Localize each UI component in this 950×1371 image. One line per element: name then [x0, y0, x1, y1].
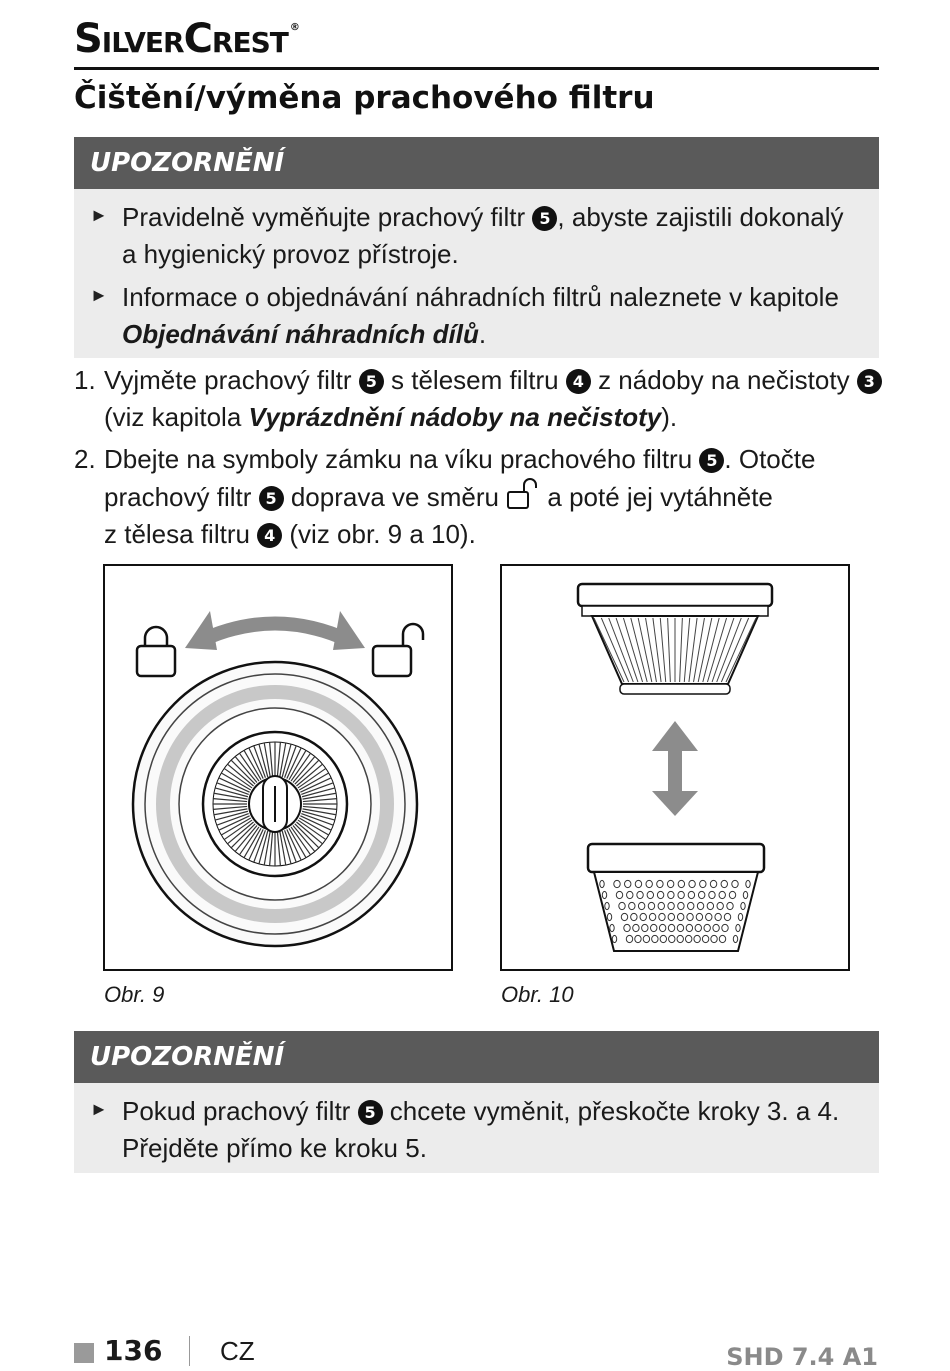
part-number-badge: 4 — [257, 523, 282, 548]
model-number: SHD 7.4 A1 — [726, 1343, 878, 1371]
part-number-badge: 5 — [532, 206, 557, 231]
step-text: Vyjměte prachový filtr 5 s tělesem filtru 4 z nádoby na nečistoty 3 (viz kapitola Vyprázdnění nádoby na nečistoty). — [104, 362, 884, 436]
figure-10 — [500, 564, 850, 971]
notice-body — [74, 1083, 879, 1173]
notice-heading: UPOZORNĚNÍ — [74, 137, 879, 189]
part-number-badge: 5 — [259, 486, 284, 511]
filter-lock-illustration — [105, 566, 451, 969]
footer-divider — [189, 1336, 190, 1366]
bullet-arrow-icon: ► — [90, 285, 108, 305]
filter-removal-illustration — [502, 566, 848, 969]
part-number-badge: 5 — [359, 369, 384, 394]
brand-logo: SilverCrest ® — [74, 16, 299, 62]
lock-open-icon — [373, 624, 423, 676]
notice-item: Pokud prachový filtr 5 chcete vyměnit, přeskočte kroky 3. a 4. Přejděte přímo ke kroku 5. — [122, 1096, 840, 1163]
part-number-badge: 4 — [566, 369, 591, 394]
unlock-icon — [506, 478, 540, 510]
footer-square — [74, 1343, 94, 1363]
notice-item: Informace o objednávání náhradních filtrů naleznete v kapitole Objednávání náhradních dílů. — [122, 282, 839, 349]
figure-caption: Obr. 9 — [104, 982, 165, 1007]
notice-item: Pravidelně vyměňujte prachový filtr 5 , abyste zajistili dokonalý a hygienický provoz přístroje. — [122, 202, 844, 269]
page-number: 136 — [104, 1334, 163, 1367]
page-title: Čištění/výměna prachového filtru — [74, 80, 655, 116]
notice-body — [74, 189, 879, 358]
step-number: 2. — [74, 444, 96, 474]
header-rule — [74, 67, 879, 70]
language-code: CZ — [220, 1336, 255, 1366]
part-number-badge: 5 — [358, 1100, 383, 1125]
figure-9 — [103, 564, 453, 971]
figure-caption: Obr. 10 — [501, 982, 574, 1007]
part-number-badge: 5 — [699, 448, 724, 473]
lock-closed-icon — [137, 627, 175, 676]
step-number: 1. — [74, 365, 96, 395]
step-text: Dbejte na symboly zámku na víku prachového filtru 5 . Otočte prachový filtr 5 doprava ve směru a poté jej vytáhněte z tělesa filtru 4 (viz obr. 9 a 10). — [104, 444, 816, 549]
bullet-arrow-icon: ► — [90, 205, 108, 225]
bullet-arrow-icon: ► — [90, 1099, 108, 1119]
notice-heading: UPOZORNĚNÍ — [74, 1031, 879, 1083]
part-number-badge: 3 — [857, 369, 882, 394]
